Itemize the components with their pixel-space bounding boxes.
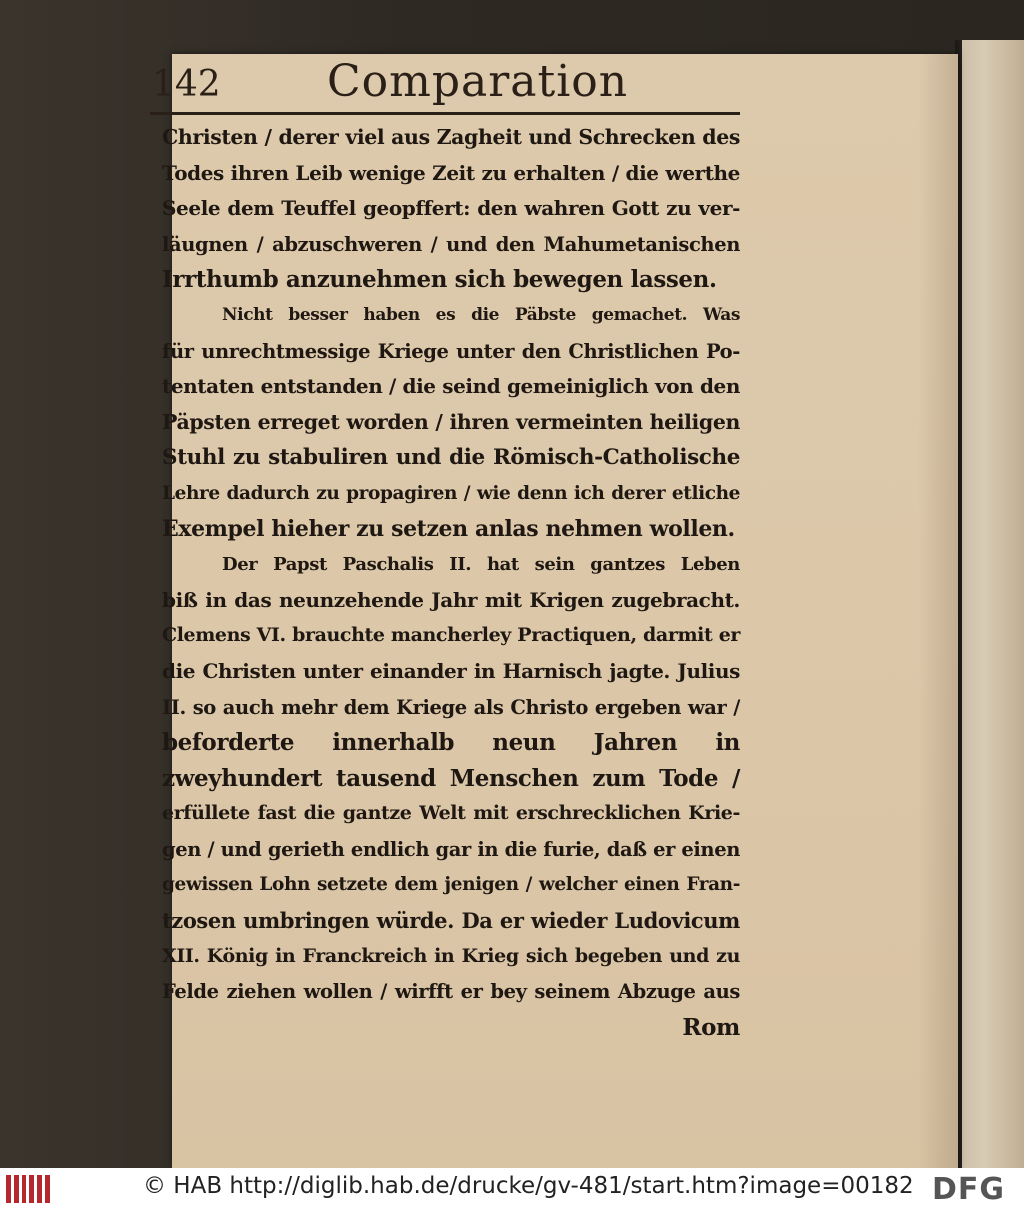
body-text [162, 120, 740, 1045]
running-title: Comparation [327, 56, 629, 107]
text-line: gewissen Lohn setzete dem jenigen / welcher einen Fran- [162, 874, 740, 896]
dfg-logo: DFG [932, 1172, 1006, 1207]
text-line: die Christen unter einander in Harnisch jagte. Julius [162, 658, 740, 683]
text-line: Todes ihren Leib wenige Zeit zu erhalten / die werthe [162, 160, 740, 185]
hab-logo-icon [6, 1175, 50, 1203]
footer-copyright-url: © HAB http://diglib.hab.de/drucke/gv-481/start.htm?image=00182 [143, 1173, 914, 1199]
page-header [152, 56, 742, 106]
text-line: zweyhundert tausend Menschen zum Tode / [162, 764, 740, 792]
text-line: Irrthumb anzunehmen sich bewegen lassen. [162, 266, 717, 294]
catchword: Rom [682, 1013, 740, 1041]
header-rule [150, 112, 740, 115]
text-line: Stuhl zu stabuliren und die Römisch-Catholische [162, 445, 740, 471]
text-line: II. so auch mehr dem Kriege als Christo ergeben war / [162, 695, 740, 719]
text-line: Exempel hieher zu setzen anlas nehmen wollen. [162, 515, 735, 542]
text-line: Nicht besser haben es die Päbste gemachet. Was [222, 304, 740, 325]
text-line: läugnen / abzuschweren / und den Mahumetanischen [162, 232, 740, 256]
footer-bar [0, 1168, 1024, 1209]
next-page-edge [962, 40, 1024, 1168]
page-number: 142 [152, 64, 221, 105]
text-line: Clemens VI. brauchte mancherley Practiquen, darmit er [162, 624, 740, 647]
text-line: für unrechtmessige Kriege unter den Christlichen Po- [162, 339, 740, 363]
text-line: Der Papst Paschalis II. hat sein gantzes Leben [222, 554, 740, 576]
text-line: Christen / derer viel aus Zagheit und Schrecken des [162, 125, 740, 149]
text-line: XII. König in Franckreich in Krieg sich begeben und zu [162, 944, 740, 967]
text-line: Seele dem Teuffel geopffert: den wahren Gott zu ver- [162, 196, 740, 221]
text-line: beforderte innerhalb neun Jahren in [162, 729, 740, 757]
text-line: tzosen umbringen würde. Da er wieder Ludovicum [162, 908, 740, 934]
text-line: erfüllete fast die gantze Welt mit erschrecklichen Krie- [162, 802, 740, 825]
text-line: Lehre dadurch zu propagiren / wie denn ich derer etliche [162, 482, 740, 504]
text-line: Felde ziehen wollen / wirfft er bey seinem Abzuge aus [162, 980, 740, 1004]
text-line: gen / und gerieth endlich gar in die furie, daß er einen [162, 837, 740, 861]
text-line: biß in das neunzehende Jahr mit Krigen zugebracht. [162, 587, 740, 612]
text-line: tentaten entstanden / die seind gemeiniglich von den [162, 374, 740, 399]
text-line: Päpsten erreget worden / ihren vermeinten heiligen [162, 409, 740, 434]
